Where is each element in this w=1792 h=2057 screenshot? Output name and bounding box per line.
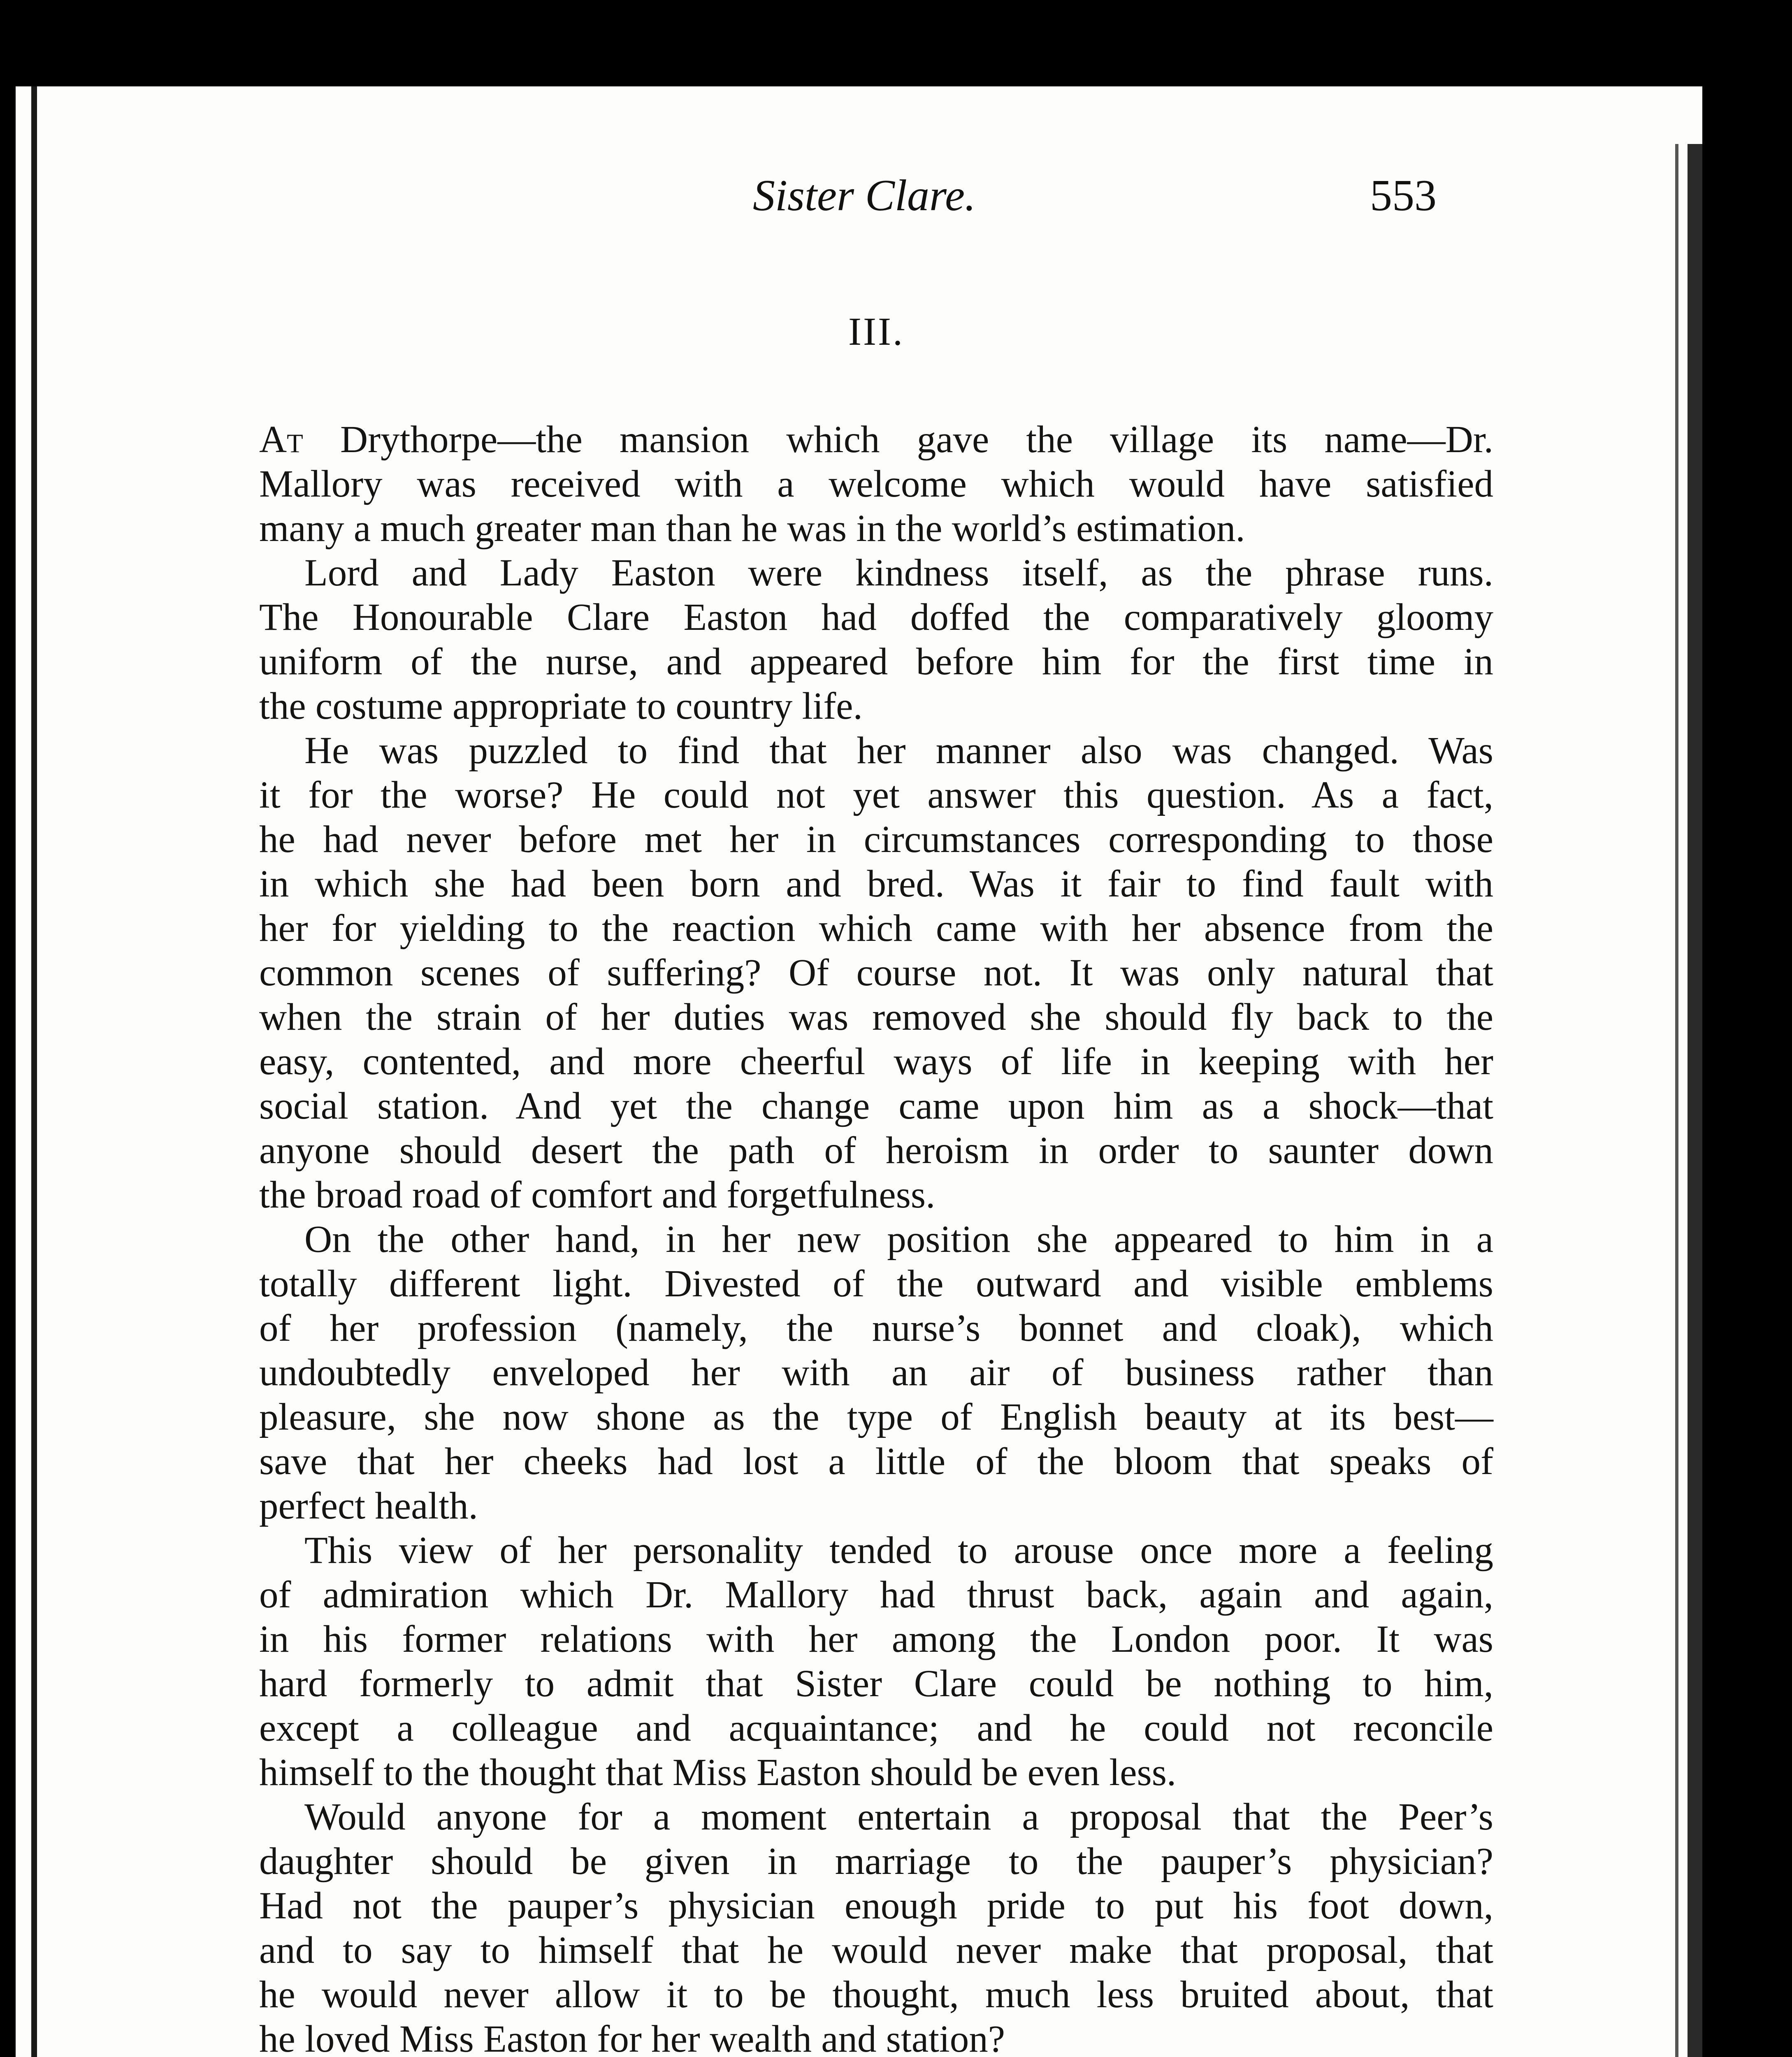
text-line: common scenes of suffering? Of course not. It was only natural that	[259, 952, 1493, 994]
text-line: This view of her personality tended to arouse once more a feeling	[304, 1529, 1493, 1572]
text-line: Lord and Lady Easton were kindness itself, as the phrase runs.	[304, 552, 1493, 594]
text-line: social station. And yet the change came upon him as a shock—that	[259, 1085, 1493, 1127]
text-line: when the strain of her duties was removed she should fly back to the	[259, 996, 1493, 1038]
text-line: At Drythorpe—the mansion which gave the village its name—Dr.	[259, 418, 1493, 461]
page-gutter-shadow	[31, 86, 37, 2057]
text-line: The Honourable Clare Easton had doffed the comparatively gloomy	[259, 596, 1493, 638]
text-line: he loved Miss Easton for her wealth and station?	[259, 2018, 1005, 2057]
text-line: Would anyone for a moment entertain a proposal that the Peer’s	[304, 1796, 1493, 1838]
drop-word: At	[259, 418, 303, 461]
page-number: 553	[1370, 171, 1437, 220]
text-line: He was puzzled to find that her manner also was changed. Was	[304, 729, 1493, 772]
running-title: Sister Clare.	[753, 171, 976, 220]
text-line: many a much greater man than he was in the world’s estimation.	[259, 507, 1245, 550]
text-line: of her profession (namely, the nurse’s bonnet and cloak), which	[259, 1307, 1493, 1349]
text-line: hard formerly to admit that Sister Clare could be nothing to him,	[259, 1662, 1493, 1705]
text-line: he had never before met her in circumstances corresponding to those	[259, 818, 1493, 861]
text-line: except a colleague and acquaintance; and he could not reconcile	[259, 1707, 1493, 1749]
text-line: of admiration which Dr. Mallory had thrust back, again and again,	[259, 1574, 1493, 1616]
text-line: in which she had been born and bred. Was it fair to find fault with	[259, 863, 1493, 905]
body-text	[259, 418, 1493, 2057]
text-line: perfect health.	[259, 1485, 478, 1527]
text-line: uniform of the nurse, and appeared before him for the first time in	[259, 641, 1493, 683]
running-head	[0, 170, 1792, 228]
text-line: easy, contented, and more cheerful ways of life in keeping with her	[259, 1040, 1493, 1083]
text-line: anyone should desert the path of heroism in order to saunter down	[259, 1129, 1493, 1172]
text-line: the broad road of comfort and forgetfulness.	[259, 1174, 935, 1216]
text-line: it for the worse? He could not yet answer this question. As a fact,	[259, 774, 1493, 816]
page-edge-shadow	[1688, 144, 1702, 2057]
text-line: the costume appropriate to country life.	[259, 685, 863, 727]
text-line: undoubtedly enveloped her with an air of business rather than	[259, 1351, 1493, 1394]
chapter-heading: III.	[848, 309, 904, 353]
text-line: pleasure, she now shone as the type of English beauty at its best—	[259, 1396, 1493, 1438]
text-line: On the other hand, in her new position she appeared to him in a	[304, 1218, 1493, 1261]
text-line: save that her cheeks had lost a little of the bloom that speaks of	[259, 1440, 1493, 1483]
text-line: daughter should be given in marriage to the pauper’s physician?	[259, 1840, 1493, 1883]
text-line: Had not the pauper’s physician enough pride to put his foot down,	[259, 1885, 1493, 1927]
text-line: her for yielding to the reaction which came with her absence from the	[259, 907, 1493, 950]
text-line: himself to the thought that Miss Easton should be even less.	[259, 1751, 1177, 1794]
text-line: he would never allow it to be thought, much less bruited about, that	[259, 1973, 1493, 2016]
text-line: Mallory was received with a welcome which would have satisfied	[259, 463, 1493, 505]
page-edge-line	[1675, 144, 1678, 2057]
text-line: totally different light. Divested of the outward and visible emblems	[259, 1263, 1493, 1305]
text-line: in his former relations with her among the London poor. It was	[259, 1618, 1493, 1660]
text-line: and to say to himself that he would never make that proposal, that	[259, 1929, 1493, 1971]
